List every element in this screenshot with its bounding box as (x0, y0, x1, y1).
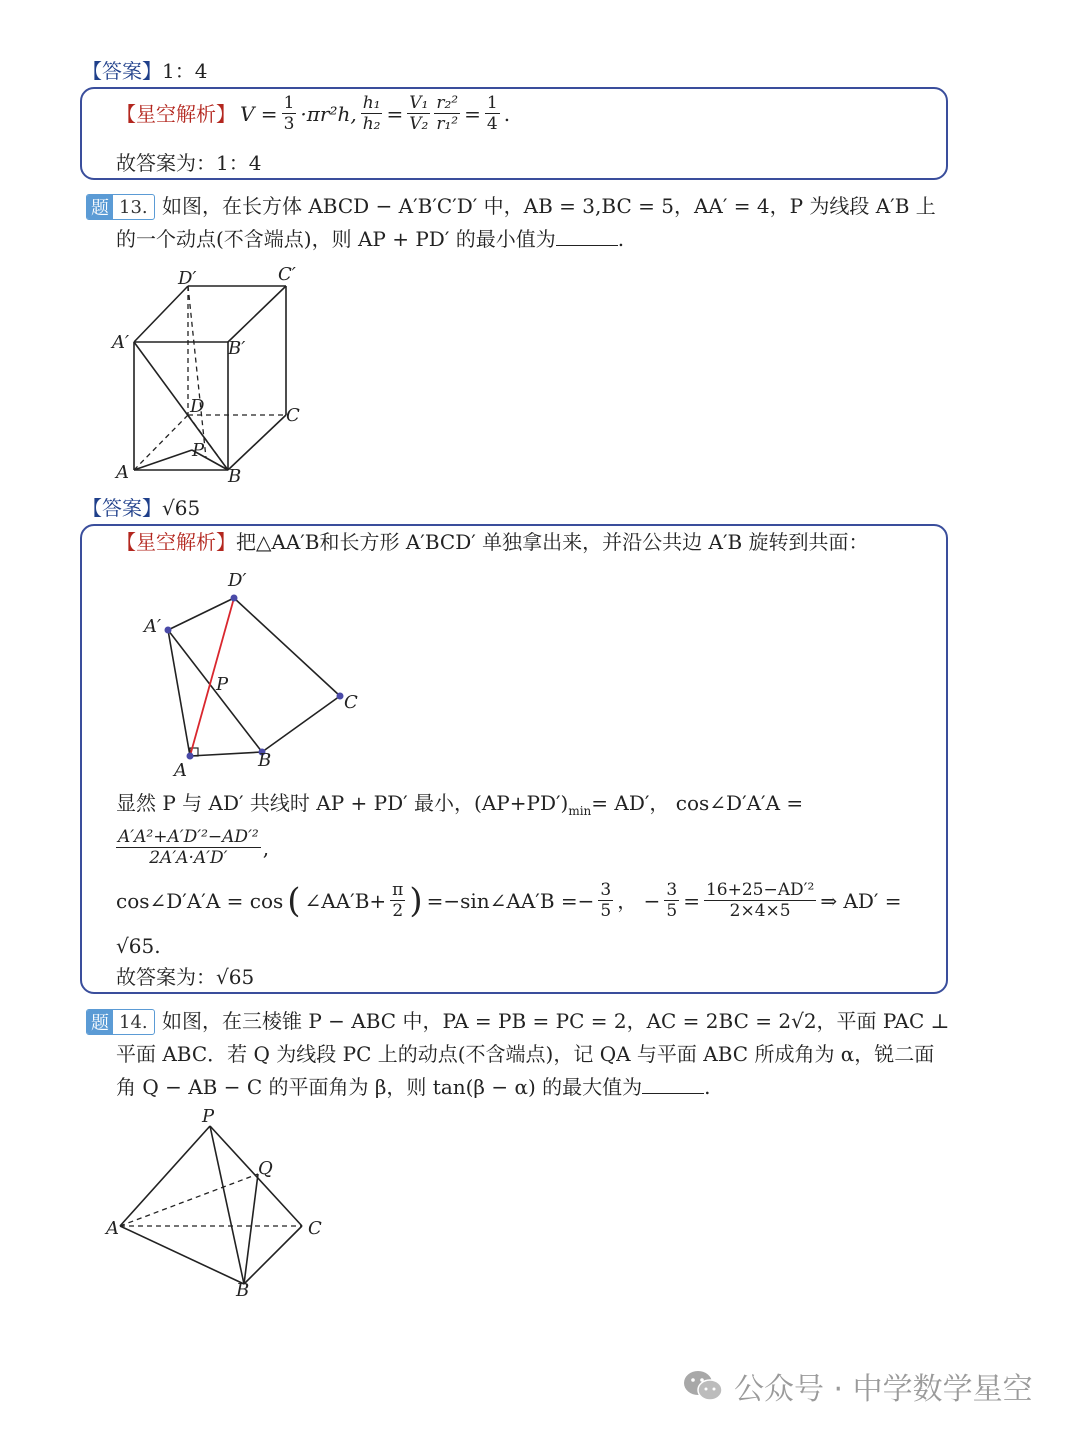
q14-line3-end: . (704, 1075, 711, 1099)
analysis-intro-text: 把△AA′B和长方形 A′BCD′ 单独拿出来，并沿公共边 A′B 旋转到共面： (236, 530, 869, 554)
label-P: P (216, 674, 229, 695)
analysis-line1-rest: = AD′， cos∠D′A′A = (591, 791, 804, 815)
fraction: $\frac{\text{h₁}}{\text{h₂}}$ (362, 93, 381, 134)
watermark (682, 1364, 1033, 1408)
fraction: $\frac{\text{r₂²}}{\text{r₁²}}$ (436, 93, 459, 134)
label-B: B (236, 1280, 250, 1300)
label-A: A (116, 462, 129, 483)
wechat-icon (682, 1368, 724, 1404)
analysis-13-line2 (116, 827, 269, 868)
analysis-13-line3 (116, 880, 902, 921)
cuboid-figure (100, 262, 330, 490)
analysis-13-line1 (116, 790, 803, 824)
unfolded-figure (130, 566, 380, 784)
fraction: $\frac{\text{A′A²+A′D′²−AD′²}}{2A'A\cdot A'D'}$ (118, 827, 259, 868)
formula-part: V = (240, 101, 278, 126)
analysis-label: 【星空解析】 (116, 101, 236, 126)
label-D-prime: D′ (228, 570, 247, 591)
q14-line3-text: 角 Q − AB − C 的平面角为 β，则 tan(β − α) 的最大值为 (116, 1075, 643, 1099)
label-B: B (228, 466, 242, 487)
question-tag-13 (86, 194, 155, 220)
question-tag-label: 题 (87, 195, 113, 219)
formula-part: cos∠D′A′A = cos (116, 888, 284, 913)
label-P: P (192, 440, 205, 461)
answer-label: 【答案】 (82, 59, 162, 83)
watermark-text: 公众号 · 中学数学星空 (734, 1372, 1033, 1407)
formula-part: . (503, 101, 511, 126)
answer-label: 【答案】 (82, 496, 162, 520)
answer-blank (556, 227, 618, 246)
label-C: C (286, 405, 300, 426)
analysis-13-intro (116, 529, 869, 555)
right-paren: ) (409, 880, 423, 921)
formula-part: = (386, 101, 404, 126)
fraction: $\frac{\text{V₁}}{\text{V₂}}$ (409, 93, 429, 134)
analysis-13-line4: √65. (116, 934, 161, 958)
fraction: $\frac{3}{5}$ (666, 880, 678, 921)
formula-part: = (464, 101, 481, 126)
q13-line2-text: 的一个动点(不含端点)，则 AP + PD′ 的最小值为 (116, 227, 556, 251)
formula-part: ⇒ AD′ = (820, 888, 902, 913)
label-B: B (258, 750, 272, 771)
q14-line3 (116, 1074, 710, 1100)
q14-line1: 如图，在三棱锥 P − ABC 中，PA = PB = PC = 2，AC = 2BC = 2√2，平面 PAC ⊥ (162, 1009, 950, 1033)
left-paren: ( (287, 880, 301, 921)
analysis-label: 【星空解析】 (116, 530, 236, 554)
analysis-12-conclusion: 故答案为：1：4 (116, 151, 262, 175)
label-C: C (344, 692, 358, 713)
q13-line1: 如图，在长方体 ABCD − A′B′C′D′ 中，AB = 3,BC = 5，AA′ = 4，P 为线段 A′B 上 (162, 194, 936, 218)
formula-part: =−sin∠AA′B =− (426, 888, 595, 913)
label-P: P (202, 1106, 215, 1127)
formula-part: ·πr²h, (300, 101, 357, 126)
label-B-prime: B′ (228, 338, 246, 359)
answer-value: √65 (162, 496, 201, 520)
answer-12 (82, 58, 207, 84)
formula-part: = (683, 888, 700, 913)
fraction: $\frac{\pi}{2}$ (392, 880, 404, 921)
label-A-prime: A′ (112, 332, 130, 353)
question-number: 14. (119, 1011, 148, 1033)
label-D: D (190, 396, 205, 417)
analysis-13-conclusion: 故答案为：√65 (116, 965, 255, 989)
label-A: A (174, 760, 187, 781)
answer-value: 1：4 (162, 59, 208, 83)
tetrahedron-figure (100, 1104, 340, 1300)
fraction: $\frac{\text{16+25−AD′²}}{2\times 4\times 5}$ (705, 880, 815, 921)
fraction: $\frac{1}{3}$ (283, 93, 295, 134)
question-tag-label: 题 (87, 1010, 113, 1034)
analysis-line1-text: 显然 P 与 AD′ 共线时 AP + PD′ 最小，(AP+PD′) (116, 791, 569, 815)
answer-blank (642, 1075, 704, 1094)
fraction: $\frac{1}{4}$ (486, 93, 498, 134)
label-A: A (106, 1218, 119, 1239)
formula-part: ∠AA′B+ (304, 888, 387, 913)
analysis-12-formula (116, 93, 510, 134)
q14-line2: 平面 ABC．若 Q 为线段 PC 上的动点(不含端点)，记 QA 与平面 ABC 所成角为 α，锐二面 (116, 1042, 935, 1066)
label-C-prime: C′ (278, 264, 296, 285)
q13-line2-end: . (617, 227, 625, 251)
formula-part: , (262, 835, 270, 860)
label-C: C (308, 1218, 322, 1239)
min-subscript: min (568, 804, 592, 818)
label-A-prime: A′ (144, 616, 162, 637)
label-Q: Q (258, 1158, 273, 1179)
fraction: $\frac{3}{5}$ (600, 880, 612, 921)
answer-13 (82, 495, 200, 521)
question-number: 13. (119, 196, 148, 218)
label-D-prime: D′ (178, 268, 197, 289)
question-tag-14 (86, 1009, 155, 1035)
q13-line2 (116, 226, 624, 252)
formula-part: ， − (617, 888, 661, 913)
